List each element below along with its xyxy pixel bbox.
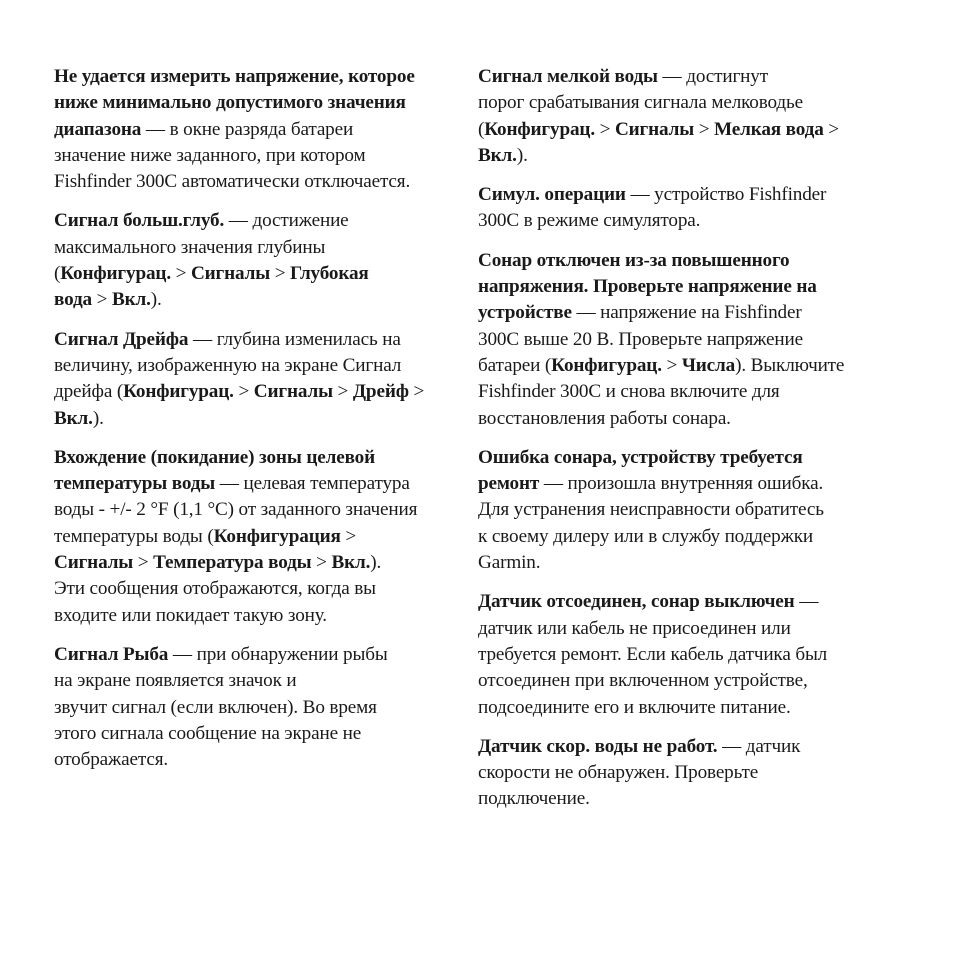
- body-text: Для устранения неисправности обратитесь: [478, 499, 824, 521]
- bold-term: Сигналы: [253, 381, 333, 403]
- body-text: входите или покидает такую зону.: [54, 604, 327, 626]
- body-text: >: [340, 525, 357, 547]
- text-line: [54, 64, 454, 90]
- bold-term: Сонар отключен из-за повышенного: [478, 249, 790, 271]
- bold-term: Конфигурац.: [484, 118, 595, 140]
- message-entry-temp-zone: [54, 445, 454, 629]
- bold-term: Сигналы: [54, 552, 134, 574]
- text-line: [478, 589, 898, 615]
- text-line: [478, 471, 898, 497]
- body-text: >: [594, 118, 615, 140]
- body-text: — целевая температура: [215, 473, 410, 495]
- text-line: [478, 90, 898, 116]
- body-text: >: [233, 381, 254, 403]
- body-text: — достигнут: [657, 66, 768, 87]
- bold-term: Сигнал мелкой воды: [478, 66, 658, 87]
- text-line: [478, 642, 898, 668]
- text-line: [54, 117, 454, 143]
- body-text: воды - +/- 2 °F (1,1 °C) от заданного значения: [54, 499, 418, 521]
- bold-term: Датчик скор. воды не работ.: [478, 735, 718, 757]
- text-line: [54, 287, 454, 313]
- body-text: >: [133, 552, 154, 574]
- text-line: [478, 734, 898, 760]
- bold-term: Конфигурац.: [551, 354, 662, 376]
- text-line: [54, 90, 454, 116]
- text-line: [54, 668, 454, 694]
- body-text: требуется ремонт. Если кабель датчика был: [478, 643, 828, 665]
- body-text: 300C в режиме симулятора.: [478, 210, 701, 232]
- bold-term: диапазона: [54, 118, 142, 140]
- bold-term: Вкл.: [111, 289, 151, 311]
- body-text: подсоедините его и включите питание.: [478, 696, 791, 718]
- body-text: скорости не обнаружен. Проверьте: [478, 762, 759, 784]
- text-line: [478, 695, 898, 721]
- bold-term: Конфигурац.: [123, 381, 234, 403]
- bold-term: ниже минимально допустимого значения: [54, 92, 406, 114]
- text-line: [54, 603, 454, 629]
- bold-term: Мелкая вода: [714, 118, 824, 140]
- bold-term: Ошибка сонара, устройству требуется: [478, 446, 803, 468]
- text-line: [54, 261, 454, 287]
- body-text: звучит сигнал (если включен). Во время: [54, 696, 377, 718]
- body-text: ). Выключите: [735, 354, 845, 376]
- body-text: максимального значения глубины: [54, 236, 326, 258]
- bold-term: Конфигурация: [213, 525, 341, 547]
- body-text: на экране появляется значок и: [54, 670, 297, 692]
- body-text: отображается.: [54, 749, 169, 771]
- text-line: [478, 327, 898, 353]
- body-text: — датчик: [717, 735, 801, 757]
- bold-term: Сигналы: [190, 263, 271, 285]
- text-line: [54, 550, 454, 576]
- message-entry-sonar-overvoltage: [478, 248, 898, 432]
- body-text: батареи (: [478, 354, 552, 376]
- message-entry-speed-sensor: [478, 734, 898, 813]
- text-line: [478, 274, 898, 300]
- body-text: температуры воды (: [54, 525, 214, 547]
- text-line: [54, 642, 454, 668]
- body-text: >: [694, 118, 715, 140]
- bold-term: вода: [54, 289, 92, 311]
- text-line: [478, 668, 898, 694]
- text-line: [54, 471, 454, 497]
- body-text: ).: [150, 289, 162, 311]
- body-text: Garmin.: [478, 552, 541, 574]
- left-column: [54, 64, 454, 786]
- text-line: [478, 760, 898, 786]
- bold-term: Вкл.: [331, 552, 371, 574]
- bold-term: Не удается измерить напряжение, которое: [54, 66, 415, 87]
- body-text: >: [823, 118, 839, 140]
- text-line: [54, 235, 454, 261]
- bold-term: температуры воды: [54, 473, 216, 495]
- body-text: >: [408, 381, 425, 403]
- bold-term: Сигнал Рыба: [54, 643, 169, 665]
- bold-term: Симул. операции: [478, 184, 626, 206]
- message-entry-sonar-error: [478, 445, 898, 576]
- message-entry-drift-alarm: [54, 327, 454, 432]
- body-text: — глубина изменилась на: [188, 328, 401, 350]
- text-line: [478, 300, 898, 326]
- text-line: [54, 327, 454, 353]
- body-text: >: [91, 289, 112, 311]
- bold-term: ремонт: [478, 473, 540, 495]
- body-text: —: [794, 591, 819, 613]
- body-text: ).: [516, 144, 528, 166]
- text-line: [478, 406, 898, 432]
- body-text: величину, изображенную на экране Сигнал: [54, 354, 402, 376]
- text-line: [54, 353, 454, 379]
- text-line: [478, 248, 898, 274]
- text-line: [54, 747, 454, 773]
- body-text: этого сигнала сообщение на экране не: [54, 722, 362, 744]
- body-text: — достижение: [224, 210, 349, 232]
- text-line: [54, 379, 454, 405]
- text-line: [54, 406, 454, 432]
- text-line: [54, 497, 454, 523]
- bold-term: Дрейф: [352, 381, 409, 403]
- right-column: [478, 64, 898, 826]
- body-text: — напряжение на Fishfinder: [571, 302, 802, 324]
- body-text: отсоединен при включенном устройстве,: [478, 670, 808, 692]
- body-text: >: [270, 263, 291, 285]
- body-text: порог срабатывания сигнала мелководье: [478, 92, 804, 114]
- bold-term: Датчик отсоединен, сонар выключен: [478, 591, 795, 613]
- text-line: [478, 117, 898, 143]
- body-text: (: [478, 118, 485, 140]
- bold-term: устройстве: [478, 302, 572, 324]
- body-text: ).: [92, 407, 104, 429]
- body-text: — в окне разряда батареи: [141, 118, 354, 140]
- message-entry-low-voltage: [54, 64, 454, 195]
- body-text: >: [332, 381, 353, 403]
- message-entry-deep-alarm: [54, 208, 454, 313]
- body-text: — при обнаружении рыбы: [168, 643, 388, 665]
- text-line: [54, 576, 454, 602]
- text-line: [478, 786, 898, 812]
- text-line: [54, 143, 454, 169]
- body-text: (: [54, 263, 61, 285]
- text-line: [478, 208, 898, 234]
- text-line: [54, 445, 454, 471]
- text-line: [54, 524, 454, 550]
- bold-term: Сигнал Дрейфа: [54, 328, 189, 350]
- bold-term: Числа: [681, 354, 736, 376]
- body-text: датчик или кабель не присоединен или: [478, 617, 791, 639]
- bold-term: Конфигурац.: [60, 263, 171, 285]
- body-text: Эти сообщения отображаются, когда вы: [54, 578, 376, 600]
- text-line: [478, 379, 898, 405]
- body-text: — устройство Fishfinder: [625, 184, 827, 206]
- body-text: Fishfinder 300C автоматически отключается.: [54, 171, 411, 193]
- text-line: [478, 497, 898, 523]
- bold-term: Вкл.: [478, 144, 517, 166]
- message-entry-simulator: [478, 182, 898, 235]
- bold-term: Сигнал больш.глуб.: [54, 210, 225, 232]
- message-entry-fish-alarm: [54, 642, 454, 773]
- bold-term: Вхождение (покидание) зоны целевой: [54, 446, 376, 468]
- body-text: значение ниже заданного, при котором: [54, 144, 366, 166]
- bold-term: Сигналы: [614, 118, 695, 140]
- bold-term: Вкл.: [54, 407, 93, 429]
- body-text: подключение.: [478, 788, 590, 810]
- body-text: Fishfinder 300C и снова включите для: [478, 381, 780, 403]
- text-line: [478, 64, 898, 90]
- body-text: >: [170, 263, 191, 285]
- text-line: [478, 445, 898, 471]
- body-text: 300C выше 20 В. Проверьте напряжение: [478, 328, 804, 350]
- body-text: ).: [370, 552, 382, 574]
- text-line: [54, 208, 454, 234]
- body-text: >: [661, 354, 682, 376]
- message-entry-shallow-alarm: [478, 64, 898, 169]
- text-line: [478, 182, 898, 208]
- text-line: [54, 169, 454, 195]
- text-line: [478, 616, 898, 642]
- text-line: [478, 524, 898, 550]
- body-text: — произошла внутренняя ошибка.: [539, 473, 824, 495]
- bold-term: напряжения. Проверьте напряжение на: [478, 276, 817, 298]
- body-text: к своему дилеру или в службу поддержки: [478, 525, 814, 547]
- message-entry-transducer-disconnected: [478, 589, 898, 720]
- text-line: [478, 143, 898, 169]
- body-text: восстановления работы сонара.: [478, 407, 731, 429]
- bold-term: Температура воды: [153, 552, 312, 574]
- text-line: [478, 353, 898, 379]
- text-line: [54, 695, 454, 721]
- text-line: [54, 721, 454, 747]
- body-text: дрейфа (: [54, 381, 124, 403]
- bold-term: Глубокая: [290, 263, 369, 285]
- text-line: [478, 550, 898, 576]
- body-text: >: [311, 552, 332, 574]
